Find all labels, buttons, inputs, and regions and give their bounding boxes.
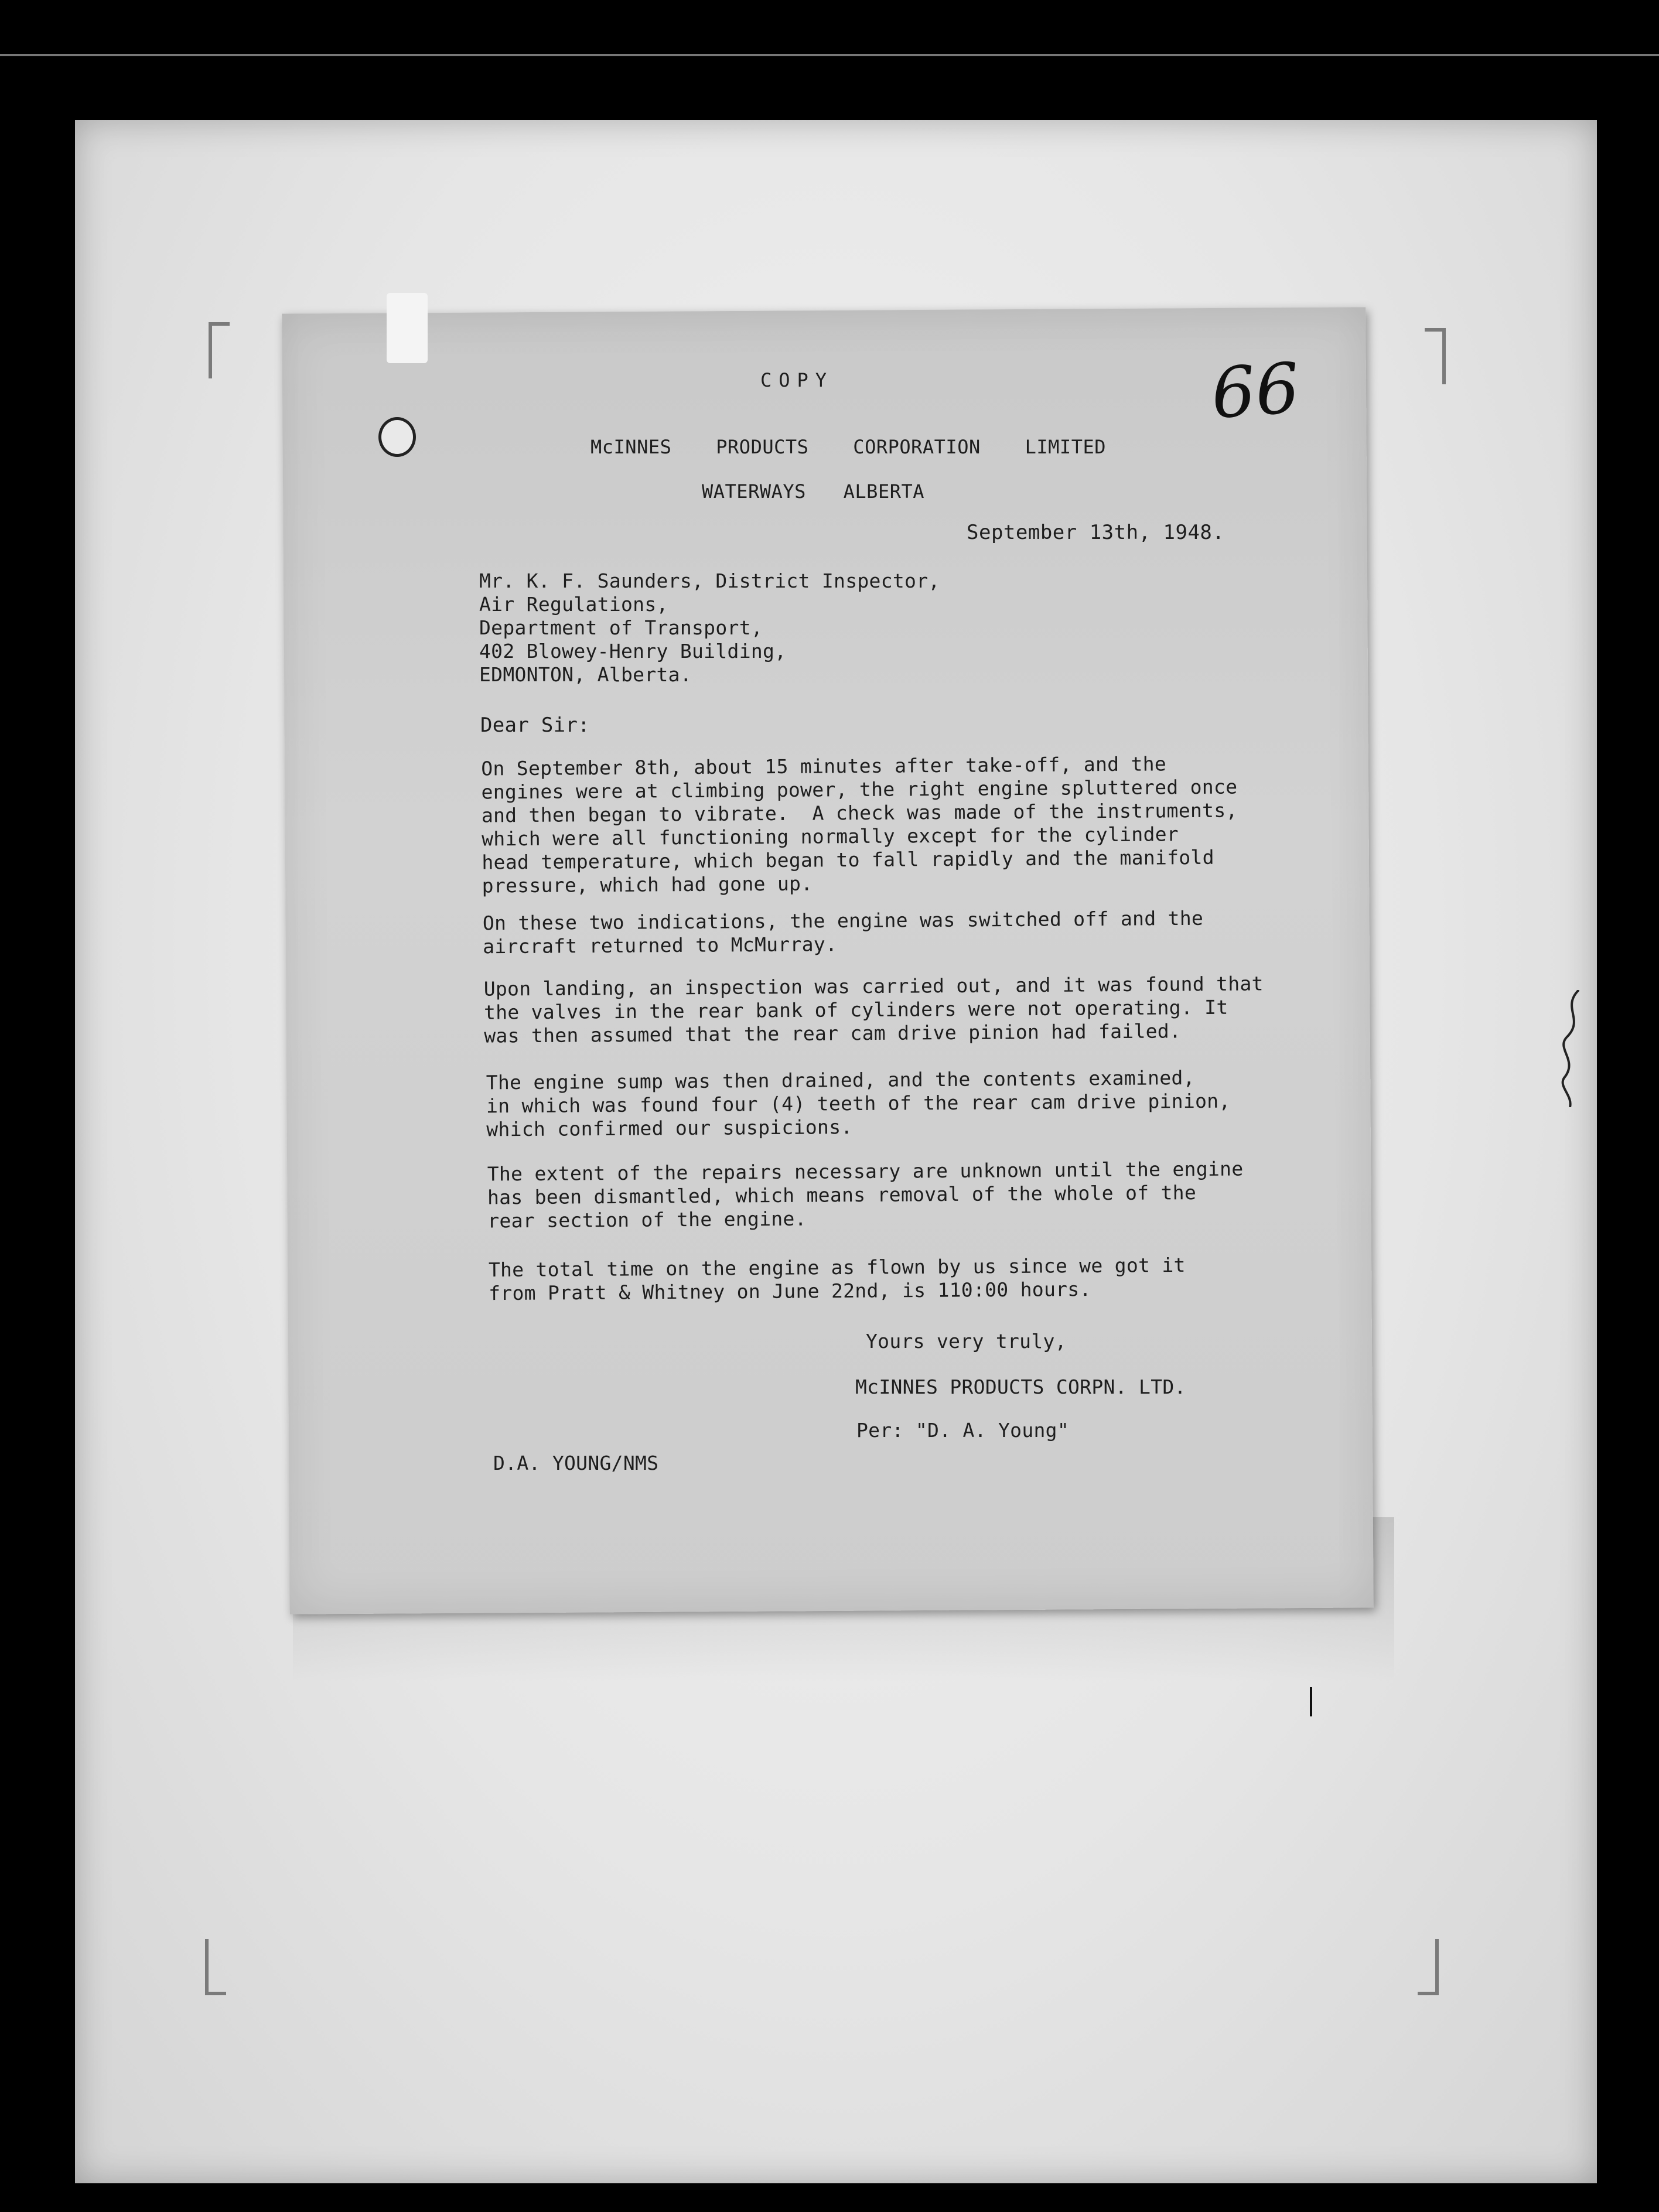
paragraph-line: and then began to vibrate. A check was made of the instruments, (481, 798, 1238, 827)
letterhead-company (590, 435, 1106, 459)
crop-mark-top-right (1425, 328, 1446, 384)
paragraph-line: rear section of the engine. (487, 1207, 807, 1233)
paragraph-line: The extent of the repairs necessary are unknown until the engine (487, 1157, 1244, 1186)
paragraph-line: was then assumed that the rear cam drive pinion had failed. (484, 1019, 1182, 1047)
crop-mark-bottom-left (205, 1939, 226, 1995)
letter-date: September 13th, 1948. (967, 521, 1225, 544)
paragraph-line: Upon landing, an inspection was carried out, and it was found that (483, 972, 1264, 1001)
paragraph-line: engines were at climbing power, the right engine spluttered once (481, 775, 1238, 804)
paragraph-line: On these two indications, the engine was switched off and the (482, 906, 1204, 935)
film-strip-top (0, 0, 1659, 64)
paragraph-line: The total time on the engine as flown by us since we got it (488, 1253, 1186, 1282)
closing: Yours very truly, (866, 1330, 1067, 1353)
location-word: ALBERTA (843, 480, 924, 503)
paragraph-3 (484, 972, 1264, 1047)
addressee-line: 402 Blowey-Henry Building, (479, 640, 787, 663)
addressee-block (479, 569, 940, 687)
paragraph-line: head temperature, which began to fall rapidly and the manifold (482, 845, 1214, 874)
typist-initials: D.A. YOUNG/NMS (493, 1452, 659, 1474)
paragraph-line: which confirmed our suspicions. (486, 1115, 853, 1141)
signature-line: Per: "D. A. Young" (856, 1419, 1070, 1442)
paragraph-line: in which was found four (4) teeth of the rear cam drive pinion, (486, 1089, 1231, 1118)
paragraph-line: On September 8th, about 15 minutes after take-off, and the (481, 752, 1167, 780)
letterhead-word: LIMITED (1025, 436, 1106, 458)
addressee-line: Department of Transport, (479, 616, 763, 639)
film-edge-line (0, 54, 1659, 56)
paragraph-2 (483, 907, 1204, 959)
crop-mark-bottom-right (1418, 1939, 1439, 1995)
paragraph-line: aircraft returned to McMurray. (483, 933, 838, 958)
paragraph-4 (486, 1066, 1231, 1142)
paragraph-line: the valves in the rear bank of cylinders were not operating. It (483, 995, 1228, 1024)
letterhead-location (702, 479, 924, 504)
paragraph-line: from Pratt & Whitney on June 22nd, is 110:00 hours. (489, 1277, 1091, 1305)
copy-label: COPY (760, 369, 834, 391)
addressee-line: Mr. K. F. Saunders, District Inspector, (479, 569, 940, 592)
paragraph-line: The engine sump was then drained, and the contents examined, (486, 1066, 1195, 1094)
paragraph-line: which were all functioning normally except for the cylinder (482, 822, 1179, 851)
letterhead-word: McINNES (590, 436, 672, 458)
salutation: Dear Sir: (480, 714, 590, 737)
location-word: WATERWAYS (702, 480, 806, 503)
paragraph-6 (489, 1254, 1186, 1305)
paper-clip-tab (387, 293, 428, 363)
paragraph-line: has been dismantled, which means removal of the whole of the (487, 1181, 1197, 1209)
letterhead-word: CORPORATION (853, 436, 981, 458)
film-edge-squiggle (1555, 990, 1590, 1107)
handwritten-page-number: 66 (1209, 347, 1302, 435)
letterhead-word: PRODUCTS (716, 436, 809, 458)
signatory-company: McINNES PRODUCTS CORPN. LTD. (855, 1375, 1186, 1398)
addressee-line: Air Regulations, (479, 593, 668, 616)
paragraph-line: pressure, which had gone up. (482, 872, 813, 897)
crop-mark-top-left (209, 322, 230, 378)
punch-hole (378, 417, 416, 457)
paragraph-5 (487, 1157, 1244, 1233)
paragraph-1 (481, 752, 1238, 897)
film-scratch (1310, 1687, 1312, 1716)
addressee-line: EDMONTON, Alberta. (479, 663, 692, 686)
